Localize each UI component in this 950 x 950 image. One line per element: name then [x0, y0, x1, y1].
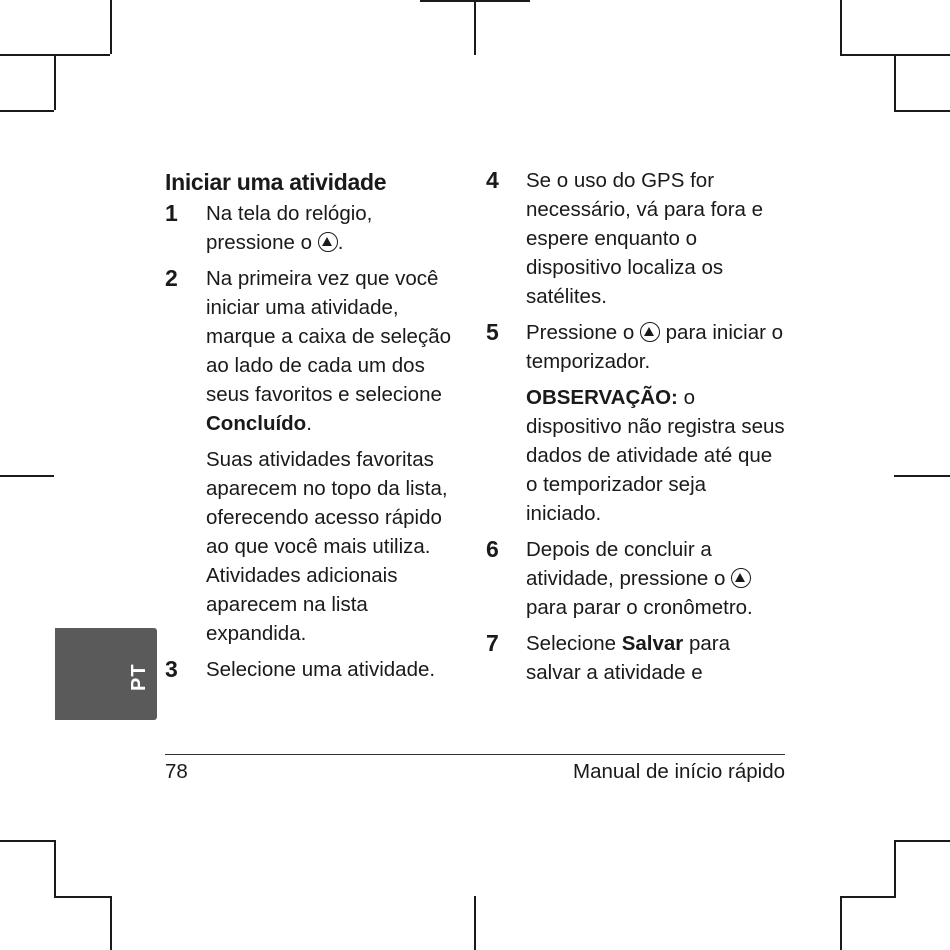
up-triangle-in-circle-icon [731, 568, 751, 588]
crop-mark [894, 840, 896, 896]
step-4: 4 Se o uso do GPS for necessário, vá para fora e espere enquanto o dispositivo localiza os satélites. [486, 167, 764, 308]
step-number: 6 [486, 536, 499, 562]
crop-mark [474, 0, 476, 55]
page-number: 78 [165, 760, 188, 783]
up-triangle-in-circle-icon [318, 232, 338, 252]
crop-mark [894, 110, 950, 112]
footer-doc-title: Manual de início rápido [573, 760, 785, 783]
crop-mark [54, 840, 56, 896]
left-column [165, 166, 465, 691]
crop-mark [894, 840, 950, 842]
footer-divider [165, 754, 785, 755]
up-triangle-in-circle-icon [640, 322, 660, 342]
step-number: 5 [486, 319, 499, 345]
crop-mark [894, 54, 896, 110]
step-number: 4 [486, 167, 499, 193]
step-1: 1 Na tela do relógio, pressione o . [165, 200, 373, 254]
step-2: 2 Na primeira vez que você iniciar uma atividade, marque a caixa de seleção ao lado de cada um dos seus favoritos e selecione Concluído. [165, 265, 452, 435]
step-5-note: OBSERVAÇÃO: o dispositivo não registra seus dados de atividade até que o temporizador seja iniciado. [526, 386, 785, 525]
step-2-paragraph: Suas atividades favoritas aparecem no topo da lista, oferecendo acesso rápido ao que você mais utiliza. Atividades adicionais aparecem na lista expandida. [206, 448, 448, 645]
crop-mark [54, 896, 110, 898]
crop-mark [0, 110, 54, 112]
crop-mark [894, 475, 950, 477]
step-6: 6 Depois de concluir a atividade, pressione o para parar o cronômetro. [486, 536, 753, 619]
crop-mark [840, 896, 896, 898]
crop-mark [840, 0, 842, 54]
crop-mark [0, 840, 54, 842]
crop-mark [110, 896, 112, 950]
step-number: 1 [165, 200, 178, 226]
crop-mark [840, 896, 842, 950]
crop-mark [474, 896, 476, 950]
step-number: 3 [165, 656, 178, 682]
right-column [486, 166, 786, 694]
section-title: Iniciar uma atividade [165, 169, 387, 195]
crop-mark [110, 0, 112, 54]
step-7: 7 Selecione Salvar para salvar a atividade e [486, 630, 731, 684]
step-number: 7 [486, 630, 499, 656]
manual-page: PT Iniciar uma atividade 1 Na tela do relógio, pressione o . 2 Na primeira vez que você iniciar uma atividade, marque a caixa de seleção ao lado de cada um dos seus favoritos e selecione Concluído. Suas atividades favoritas aparecem no topo da lista, oferecendo acesso rápido ao que você mais utiliza. Atividades adicionais aparecem na lista expandida. 3 Selecione uma atividade. 4 Se o uso do GPS for necessário, vá para fora e espere enquanto o dispositivo localiza os satélites. 5 Pressione o para iniciar o temporizador. OBSERVAÇÃO: o dispositivo não registra seus dados de atividade até que o temporizador seja iniciado. 6 Depois de concluir a atividade, pressione o para parar o cronômetro. 7 Selecione Salvar para salvar a atividade e 78 Manual de início rápido [0, 0, 950, 950]
crop-mark [54, 54, 56, 110]
step-number: 2 [165, 265, 178, 291]
step-5: 5 Pressione o para iniciar o temporizador. [486, 319, 784, 373]
crop-mark [0, 475, 54, 477]
step-3: 3 Selecione uma atividade. [165, 656, 436, 682]
